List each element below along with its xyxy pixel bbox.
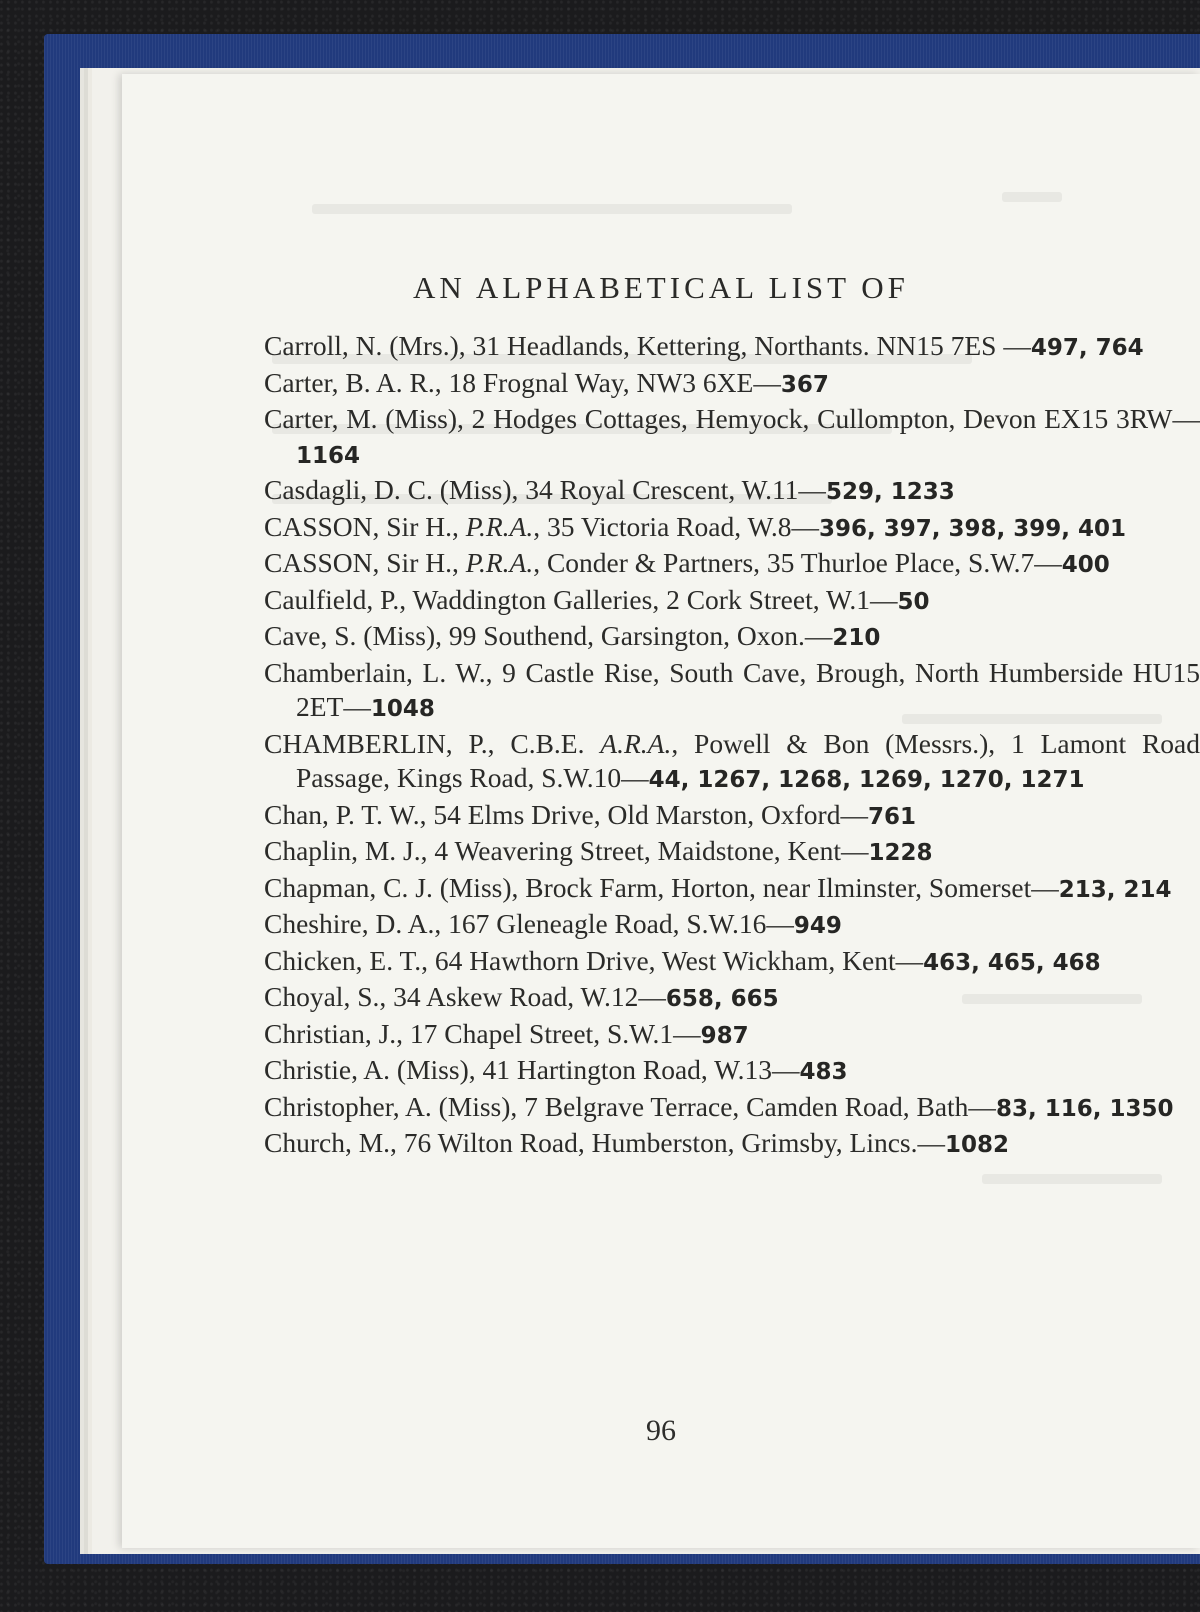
- entry-refs: 1164: [296, 442, 361, 469]
- entry-name: CASSON, Sir H.,: [264, 547, 466, 578]
- list-item: [264, 944, 1200, 981]
- list-item: [264, 473, 1200, 510]
- entry-text: , Conder & Partners, 35 Thurloe Place, S.W.7—: [533, 547, 1062, 578]
- entry-refs: 949: [793, 913, 842, 939]
- entry-text: Carter, M. (Miss), 2 Hodges Cottages, Hemyock, Cullompton, Devon EX15 3RW—: [264, 403, 1200, 434]
- entry-title: P.R.A.: [465, 547, 534, 578]
- entry-text: Choyal, S., 34 Askew Road, W.12—: [264, 981, 666, 1012]
- page-heading: AN ALPHABETICAL LIST OF: [413, 270, 909, 305]
- entry-text: , Powell & Bon (Messrs.), 1 Lamont Road Passage, Kings Road, S.W.10—: [296, 727, 1200, 793]
- directory-list: [264, 329, 1200, 1163]
- entry-refs: 367: [780, 371, 829, 398]
- entry-refs: 1228: [868, 840, 933, 866]
- entry-refs: 987: [700, 1022, 749, 1049]
- entry-refs: 1082: [945, 1132, 1010, 1158]
- entry-refs: 396, 397, 398, 399, 401: [819, 515, 1127, 542]
- entry-refs: 483: [799, 1059, 848, 1085]
- list-item: [264, 583, 1200, 620]
- entry-name: CHAMBERLIN, P., C.B.E.: [264, 727, 601, 759]
- entry-refs: 213, 214: [1058, 876, 1172, 903]
- list-item: [264, 510, 1200, 547]
- entry-refs: 44, 1267, 1268, 1269, 1270, 1271: [648, 767, 1085, 793]
- entry-text: Christian, J., 17 Chapel Street, S.W.1—: [264, 1017, 701, 1049]
- entry-text: Carter, B. A. R., 18 Frognal Way, NW3 6XE—: [264, 366, 781, 398]
- page-number: 96: [646, 1414, 676, 1447]
- entry-text: Cheshire, D. A., 167 Gleneagle Road, S.W.16—: [264, 908, 794, 939]
- entry-text: Chicken, E. T., 64 Hawthorn Drive, West Wickham, Kent—: [264, 944, 924, 976]
- entry-refs: 400: [1061, 552, 1110, 578]
- entry-refs: 83, 116, 1350: [995, 1095, 1174, 1122]
- entry-refs: 1048: [370, 696, 435, 722]
- entry-text: Chamberlain, L. W., 9 Castle Rise, South Cave, Brough, North Humberside HU15 2ET—: [264, 656, 1200, 722]
- list-item: [264, 1090, 1200, 1127]
- book-page: [122, 74, 1200, 1548]
- list-item: [264, 798, 1200, 835]
- entry-title: P.R.A.: [465, 510, 534, 542]
- entry-refs: 50: [897, 588, 930, 615]
- entry-refs: 497, 764: [1030, 335, 1144, 361]
- entry-title: A.R.A.: [600, 727, 672, 759]
- list-item: [264, 402, 1200, 473]
- list-item: [264, 546, 1200, 583]
- list-item: [264, 980, 1200, 1017]
- list-item: [264, 1126, 1200, 1163]
- entry-refs: 761: [867, 803, 916, 830]
- entry-refs: 463, 465, 468: [923, 949, 1101, 976]
- list-item: [264, 907, 1200, 944]
- entry-text: Church, M., 76 Wilton Road, Humberston, Grimsby, Lincs.—: [264, 1127, 946, 1158]
- list-item: [264, 1053, 1200, 1090]
- entry-text: Caulfield, P., Waddington Galleries, 2 Cork Street, W.1—: [264, 583, 898, 615]
- entry-refs: 210: [832, 625, 881, 651]
- entry-refs: 658, 665: [665, 986, 779, 1012]
- entry-text: Christie, A. (Miss), 41 Hartington Road, W.13—: [264, 1054, 800, 1085]
- list-item: [264, 1017, 1200, 1054]
- list-item: [264, 727, 1200, 798]
- entry-text: Chaplin, M. J., 4 Weavering Street, Maidstone, Kent—: [264, 835, 869, 866]
- entry-text: Christopher, A. (Miss), 7 Belgrave Terrace, Camden Road, Bath—: [264, 1090, 996, 1122]
- entry-text: , 35 Victoria Road, W.8—: [533, 510, 820, 542]
- entry-text: Carroll, N. (Mrs.), 31 Headlands, Kettering, Northants. NN15 7ES —: [264, 330, 1031, 361]
- list-item: [264, 619, 1200, 656]
- list-item: [264, 366, 1200, 403]
- entry-text: Chapman, C. J. (Miss), Brock Farm, Horton, near Ilminster, Somerset—: [264, 871, 1059, 903]
- entry-refs: 529, 1233: [825, 479, 955, 505]
- entry-text: Casdagli, D. C. (Miss), 34 Royal Crescent, W.11—: [264, 474, 826, 505]
- list-item: [264, 656, 1200, 727]
- list-item: [264, 871, 1200, 908]
- list-item: [264, 834, 1200, 871]
- entry-name: CASSON, Sir H.,: [264, 510, 466, 542]
- entry-text: Cave, S. (Miss), 99 Southend, Garsington, Oxon.—: [264, 620, 833, 651]
- entry-text: Chan, P. T. W., 54 Elms Drive, Old Marston, Oxford—: [264, 798, 868, 830]
- list-item: [264, 329, 1200, 366]
